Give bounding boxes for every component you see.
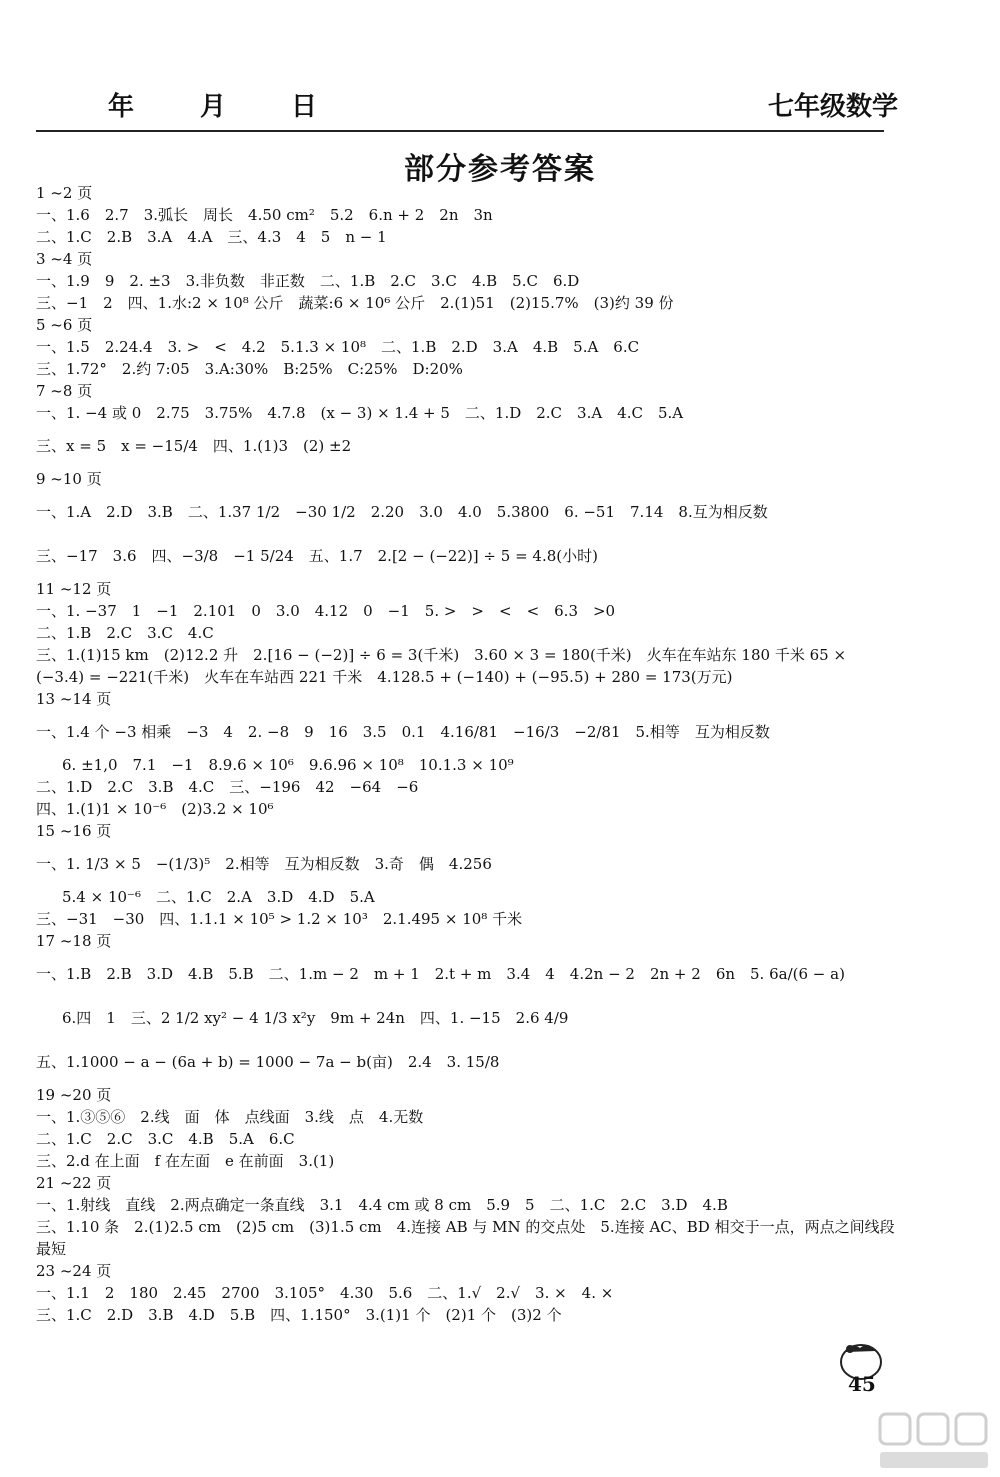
section-heading: 17 ~18 页 (36, 932, 112, 950)
answer-line: 一、1.4 个 −3 相乘 −3 4 2. −8 9 16 3.5 0.1 4.16/81 −16/3 −2/81 5.相等 互为相反数 (36, 723, 770, 741)
answer-line: 四、1.(1)1 × 10⁻⁶ (2)3.2 × 10⁶ (36, 800, 274, 818)
answer-line: 二、1.B 2.C 3.C 4.C (36, 624, 214, 642)
answer-line: 6. ±1,0 7.1 −1 8.9.6 × 10⁶ 9.6.96 × 10⁸ 10.1.3 × 10⁹ (62, 756, 514, 774)
header-month: 月 (200, 92, 227, 122)
section-heading: 9 ~10 页 (36, 470, 102, 488)
section-heading: 21 ~22 页 (36, 1174, 112, 1192)
section-heading: 15 ~16 页 (36, 822, 112, 840)
answer-line: 一、1.6 2.7 3.弧长 周长 4.50 cm² 5.2 6.n + 2 2n 3n (36, 206, 493, 224)
answer-content (36, 182, 896, 1326)
answer-line: 三、1.C 2.D 3.B 4.D 5.B 四、1.150° 3.(1)1 个 (2)1 个 (3)2 个 (36, 1306, 562, 1324)
answer-line: 三、−1 2 四、1.水:2 × 10⁸ 公斤 蔬菜:6 × 10⁶ 公斤 2.(1)51 (2)15.7% (3)约 39 份 (36, 294, 674, 312)
answer-line: 一、1.5 2.24.4 3. > < 4.2 5.1.3 × 10⁸ 二、1.B 2.D 3.A 4.B 5.A 6.C (36, 338, 640, 356)
answer-line: 一、1. 1/3 × 5 −(1/3)⁵ 2.相等 互为相反数 3.奇 偶 4.256 (36, 855, 492, 873)
header-divider (36, 130, 884, 132)
answer-line: 三、−17 3.6 四、−3/8 −1 5/24 五、1.7 2.[2 − (−22)] ÷ 5 = 4.8(小时) (36, 547, 598, 565)
page-number: 45 (848, 1372, 876, 1396)
header-subject: 七年级数学 (768, 92, 899, 122)
answer-line: 一、1.A 2.D 3.B 二、1.37 1/2 −30 1/2 2.20 3.0 4.0 5.3800 6. −51 7.14 8.互为相反数 (36, 503, 768, 521)
answer-line: 三、1.(1)15 km (2)12.2 升 2.[16 − (−2)] ÷ 6 = 3(千米) 3.60 × 3 = 180(千米) 火车在车站东 180 千米 65 × (−3.4) = −221(千米) 火车在车站西 221 千米 4.128.5 + (−140) + (−95.5) + 280 = 173(万元) (36, 646, 847, 686)
answer-line: 三、x = 5 x = −15/4 四、1.(1)3 (2) ±2 (36, 437, 352, 455)
answer-line: 三、1.10 条 2.(1)2.5 cm (2)5 cm (3)1.5 cm 4.连接 AB 与 MN 的交点处 5.连接 AC、BD 相交于一点，两点之间线段最短 (36, 1218, 895, 1258)
answer-line: 二、1.D 2.C 3.B 4.C 三、−196 42 −64 −6 (36, 778, 419, 796)
section-heading: 13 ~14 页 (36, 690, 112, 708)
answer-line: 二、1.C 2.C 3.C 4.B 5.A 6.C (36, 1130, 295, 1148)
section-heading: 23 ~24 页 (36, 1262, 112, 1280)
section-heading: 7 ~8 页 (36, 382, 93, 400)
answer-line: 二、1.C 2.B 3.A 4.A 三、4.3 4 5 n − 1 (36, 228, 387, 246)
section-heading: 1 ~2 页 (36, 184, 93, 202)
answer-line: 一、1.射线 直线 2.两点确定一条直线 3.1 4.4 cm 或 8 cm 5.9 5 二、1.C 2.C 3.D 4.B (36, 1196, 728, 1214)
header-day: 日 (291, 92, 318, 122)
header-year: 年 (108, 92, 135, 122)
page-title: 部分参考答案 (404, 152, 596, 187)
section-heading: 3 ~4 页 (36, 250, 93, 268)
section-heading: 19 ~20 页 (36, 1086, 112, 1104)
answer-line: 五、1.1000 − a − (6a + b) = 1000 − 7a − b(亩) 2.4 3. 15/8 (36, 1053, 500, 1071)
section-heading: 5 ~6 页 (36, 316, 93, 334)
section-heading: 11 ~12 页 (36, 580, 112, 598)
answer-line: 三、1.72° 2.约 7:05 3.A:30% B:25% C:25% D:20% (36, 360, 463, 378)
answer-line: 三、2.d 在上面 f 在左面 e 在前面 3.(1) (36, 1152, 335, 1170)
answer-line: 一、1. −4 或 0 2.75 3.75% 4.7.8 (x − 3) × 1.4 + 5 二、1.D 2.C 3.A 4.C 5.A (36, 404, 684, 422)
watermark-logo (874, 1408, 994, 1472)
answer-line: 一、1.9 9 2. ±3 3.非负数 非正数 二、1.B 2.C 3.C 4.B 5.C 6.D (36, 272, 580, 290)
answer-line: 一、1.B 2.B 3.D 4.B 5.B 二、1.m − 2 m + 1 2.t + m 3.4 4 4.2n − 2 2n + 2 6n 5. 6a/(6 − a) (36, 965, 845, 983)
answer-line: 一、1. −37 1 −1 2.101 0 3.0 4.12 0 −1 5. > > < < 6.3 >0 (36, 602, 616, 620)
answer-line: 三、−31 −30 四、1.1.1 × 10⁵ > 1.2 × 10³ 2.1.495 × 10⁸ 千米 (36, 910, 523, 928)
answer-line: 6.四 1 三、2 1/2 xy² − 4 1/3 x²y 9m + 24n 四、1. −15 2.6 4/9 (62, 1009, 569, 1027)
answer-line: 一、1.1 2 180 2.45 2700 3.105° 4.30 5.6 二、1.√ 2.√ 3. × 4. × (36, 1284, 614, 1302)
answer-line: 一、1.③⑤⑥ 2.线 面 体 点线面 3.线 点 4.无数 (36, 1108, 424, 1126)
answer-line: 5.4 × 10⁻⁶ 二、1.C 2.A 3.D 4.D 5.A (62, 888, 375, 906)
